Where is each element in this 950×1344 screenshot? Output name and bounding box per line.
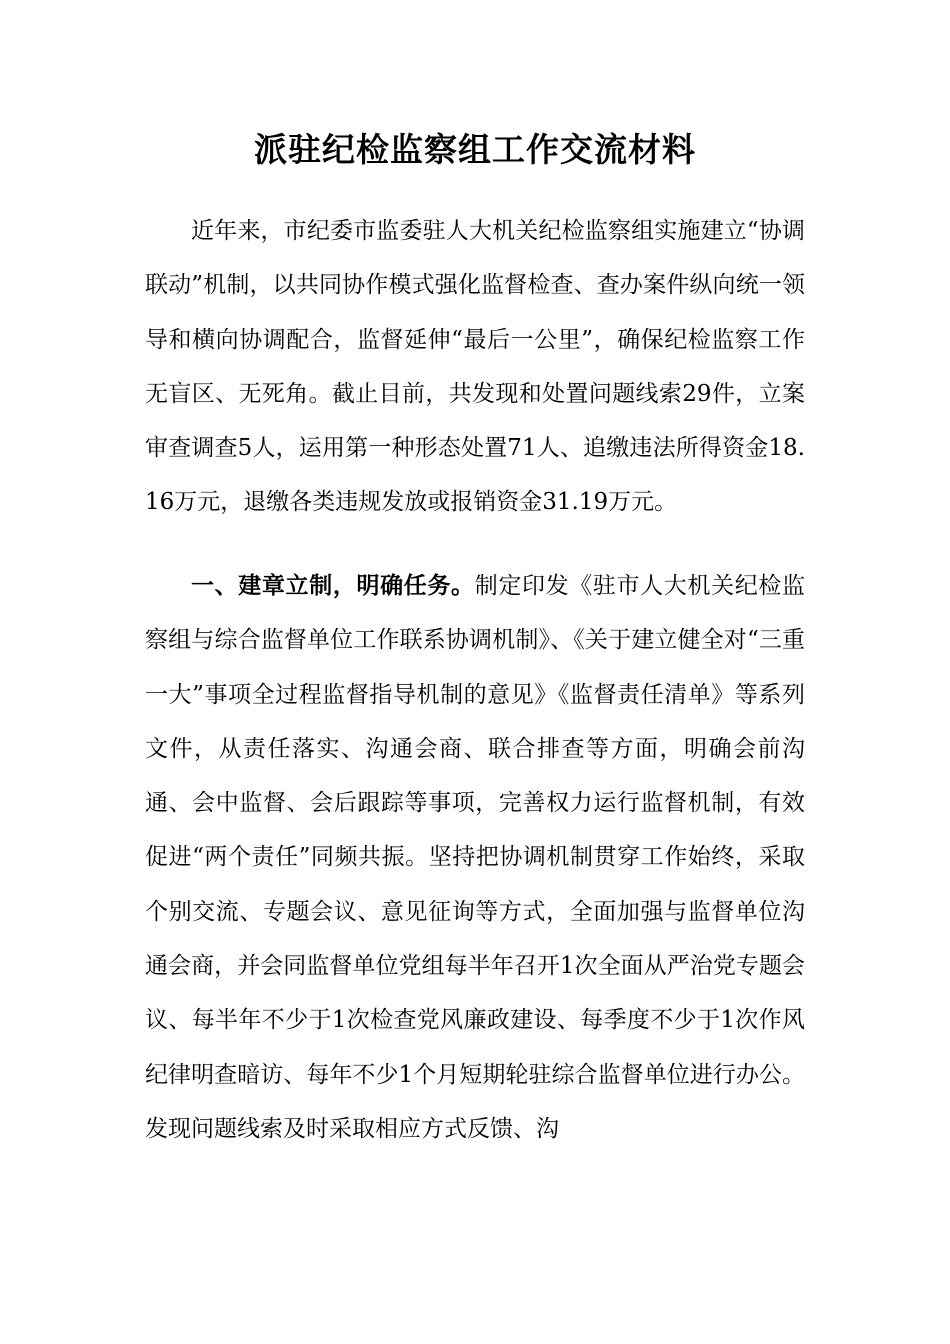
- section-1-body: 制定印发《驻市人大机关纪检监察组与综合监督单位工作联系协调机制》、《关于建立健全对“三重一大”事项全过程监督指导机制的意见》《监督责任清单》等系列文件，从责任落实、沟通会商、联合排查等方面，明确会前沟通、会中监督、会后跟踪等事项，完善权力运行监督机制，有效促进“两个责任”同频共振。坚持把协调机制贯穿工作始终，采取个别交流、专题会议、意见征询等方式，全面加强与监督单位沟通会商，并会同监督单位党组每半年召开1次全面从严治党专题会议、每半年不少于1次检查党风廉政建设、每季度不少于1次作风纪律明查暗访、每年不少1个月短期轮驻综合监督单位进行办公。发现问题线索及时采取相应方式反馈、沟: [145, 573, 806, 1142]
- intro-paragraph: 近年来，市纪委市监委驻人大机关纪检监察组实施建立“协调联动”机制，以共同协作模式强化监督检查、查办案件纵向统一领导和横向协调配合，监督延伸“最后一公里”，确保纪检监察工作无盲区、无死角。截止目前，共发现和处置问题线索29件，立案审查调查5人，运用第一种形态处置71人、追缴违法所得资金18.16万元，退缴各类违规发放或报销资金31.19万元。: [145, 218, 805, 516]
- section-1-heading: 一、建章立制，明确任务。: [191, 572, 475, 599]
- section-1-paragraph: [145, 559, 805, 1156]
- document-title: 派驻纪检监察组工作交流材料: [254, 130, 696, 169]
